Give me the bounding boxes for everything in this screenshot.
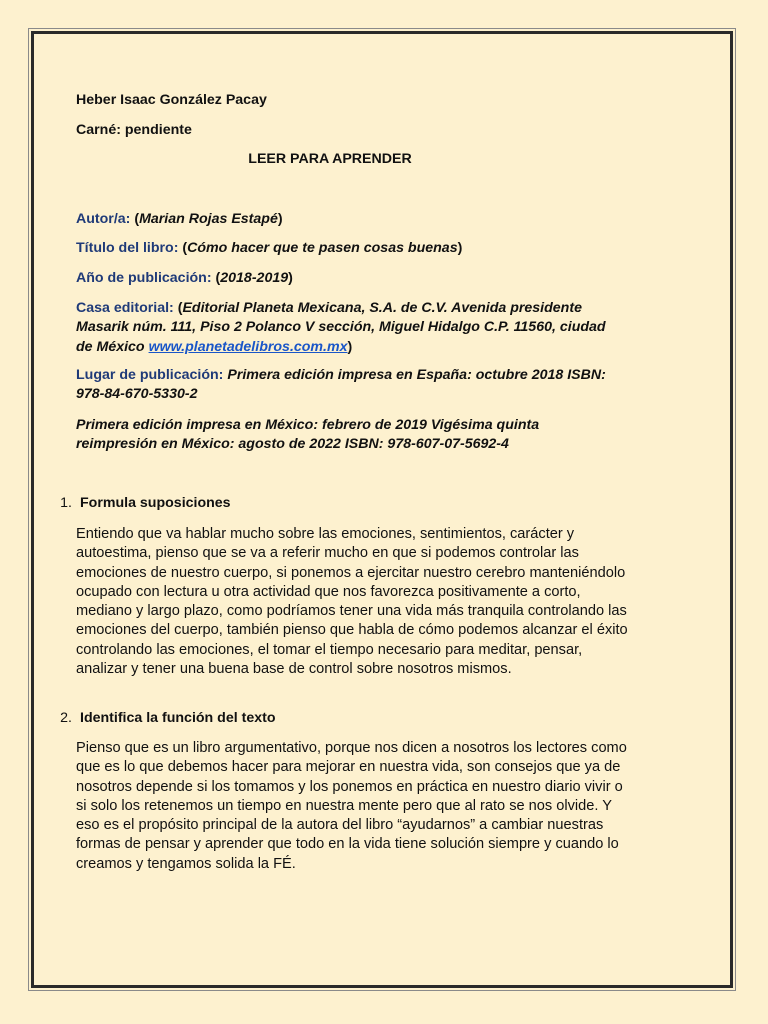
field-anio: Año de publicación: (2018-2019)	[76, 270, 293, 286]
section-number: 1.	[60, 495, 72, 511]
anio-label: Año de publicación:	[76, 270, 212, 286]
section-title: Identifica la función del texto	[80, 710, 276, 726]
titulo-label: Título del libro:	[76, 240, 179, 256]
field-titulo: Título del libro: (Cómo hacer que te pasen cosas buenas)	[76, 240, 463, 256]
lugar-label: Lugar de publicación:	[76, 367, 224, 383]
field-casa: Casa editorial: (Editorial Planeta Mexicana, S.A. de C.V. Avenida presidente Masarik núm. 111, Piso 2 Polanco V sección, Miguel Hidalgo C.P. 11560, ciudad de México www.planetadelibros.com.mx)	[76, 300, 606, 355]
field-lugar	[76, 366, 624, 405]
anio-value: 2018-2019	[220, 270, 289, 286]
section-title: Formula suposiciones	[80, 495, 231, 511]
casa-value: Editorial Planeta Mexicana, S.A. de C.V. Avenida presidente Masarik núm. 111, Piso 2 Polanco V sección, Miguel Hidalgo C.P. 11560, ciudad de México	[76, 300, 606, 355]
publisher-link[interactable]: www.planetadelibros.com.mx	[148, 338, 348, 355]
document-title: LEER PARA APRENDER	[248, 151, 412, 167]
section-1-text: Entiendo que va hablar mucho sobre las emociones, sentimientos, carácter y autoestima, pienso que se va a referir mucho en que si podemos controlar las emociones de nuestro cuerpo, si ponemos a ejercitar nuestro cerebro manteniéndolo ocupado con lectura u otra actividad que nos favorezca positivamente a corto, mediano y largo plazo, como podríamos tener una vida más tranquila controlando las emociones del cuerpo, también pienso que habla de cómo podemos alcanzar el éxito controlando las emociones, el tomar el tiempo necesario para meditar, pensar, analizar y tener una buena base de control sobre nosotros mismos.	[76, 526, 628, 678]
titulo-value: Cómo hacer que te pasen cosas buenas	[187, 240, 458, 256]
autor-label: Autor/a:	[76, 211, 131, 227]
carne-line: Carné: pendiente	[76, 122, 192, 138]
section-heading	[28, 494, 636, 513]
lugar-value: Primera edición impresa en España: octubre 2018 ISBN: 978-84-670-5330-2	[76, 367, 606, 403]
section-2-text: Pienso que es un libro argumentativo, porque nos dicen a nosotros los lectores como que es lo que debemos hacer para mejorar en nuestra vida, son consejos que ya de nosotros depende si los tomamos y los ponemos en práctica en nuestro diario vivir o si solo los retenemos un tiempo en nuestra mente pero que al rato se nos olvide. Y eso es el propósito principal de la autora del libro “ayudarnos” a cambiar nuestras formas de pensar y aprender que todo en la vida tiene solución siempre y cuando lo creamos y tengamos solida la FÉ.	[76, 740, 627, 872]
casa-label: Casa editorial:	[76, 300, 174, 316]
author-name: Heber Isaac González Pacay	[76, 92, 267, 108]
mexico-edition: Primera edición impresa en México: febrero de 2019 Vigésima quinta reimpresión en México: agosto de 2022 ISBN: 978-607-07-5692-4	[76, 417, 540, 453]
section-2	[28, 709, 636, 728]
field-autor: Autor/a: (Marian Rojas Estapé)	[76, 211, 283, 227]
section-1	[28, 494, 636, 513]
section-heading	[28, 709, 636, 728]
autor-value: Marian Rojas Estapé	[139, 211, 278, 227]
section-number: 2.	[60, 710, 72, 726]
